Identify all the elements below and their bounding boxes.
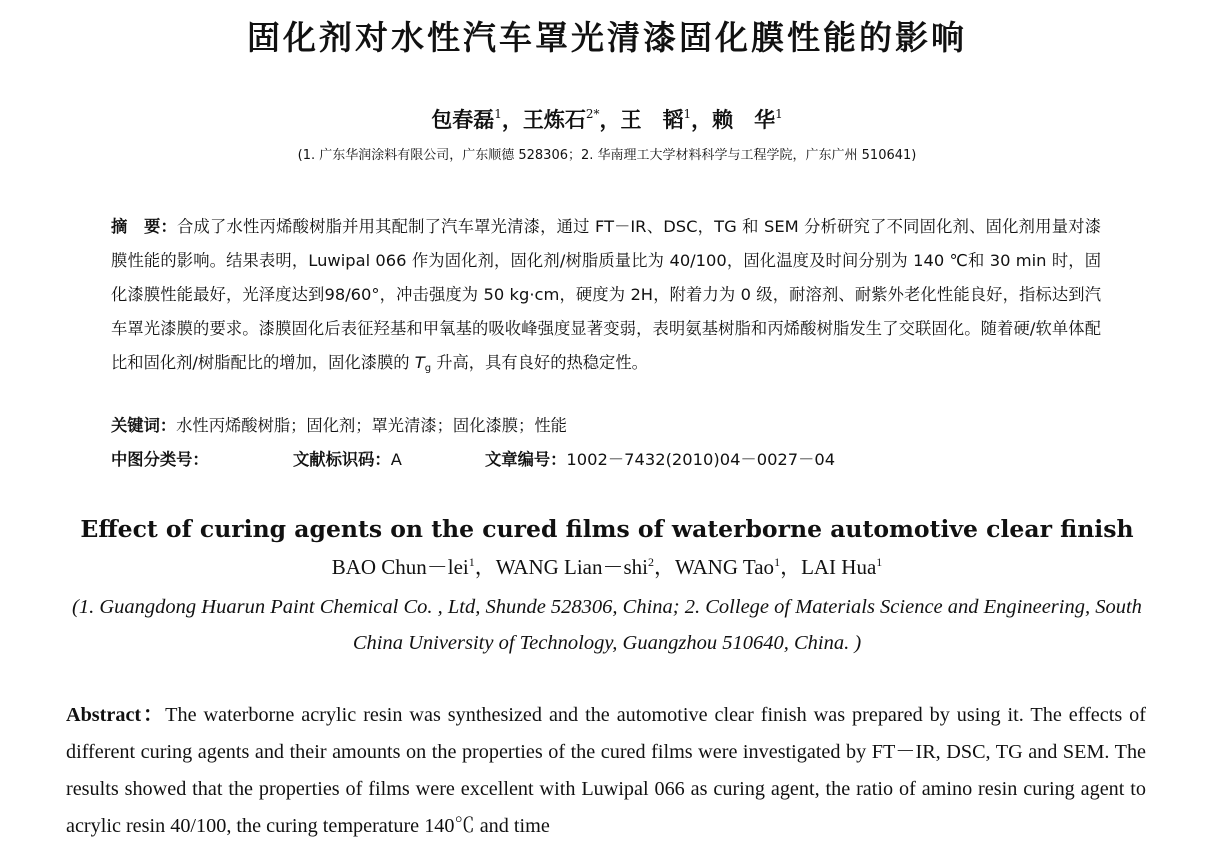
doc-code-label: 文献标识码：: [293, 450, 391, 469]
keywords-label: 关键词：: [111, 416, 177, 435]
author-separator: ，: [691, 107, 713, 132]
english-author-2: WANG Lian－shi: [495, 555, 649, 579]
author-separator: ，: [654, 555, 676, 579]
chinese-author-2-mark: 2*: [585, 107, 600, 121]
author-separator: ，: [780, 555, 802, 579]
tg-symbol: [415, 353, 431, 372]
english-abstract: [66, 697, 1146, 845]
english-author-4-mark: 1: [876, 555, 883, 569]
english-title: Effect of curing agents on the cured films of waterborne automotive clear finish: [80, 515, 1134, 543]
chinese-title: 固化剂对水性汽车罩光清漆固化膜性能的影响: [247, 18, 967, 57]
article-number-label: 文章编号：: [485, 450, 567, 469]
english-author-1-mark: 1: [468, 555, 475, 569]
chinese-affiliations: (1. 广东华润涂料有限公司，广东顺德 528306；2. 华南理工大学材料科学与工程学院，广东广州 510641): [297, 148, 917, 163]
keywords-text: 水性丙烯酸树脂；固化剂；罩光清漆；固化漆膜；性能: [176, 416, 567, 435]
chinese-keywords: [111, 410, 1101, 442]
english-abstract-text: The waterborne acrylic resin was synthesized and the automotive clear finish was prepared by using it. The effects of different curing agents and their amounts on the properties of the cured films were investigated by FT－IR, DSC, TG and SEM. The results showed that the properties of films were excellent with Luwipal 066 as curing agent, the ratio of amino resin curing agent to acrylic resin 40/100, the curing temperature 140℃ and time: [66, 704, 1146, 837]
english-abstract-label: Abstract：: [66, 704, 166, 726]
chinese-abstract-text-2: 升高，具有良好的热稳定性。: [431, 353, 648, 372]
clc-label: 中图分类号：: [111, 450, 209, 469]
chinese-author-3: 王 韬: [620, 107, 684, 132]
chinese-abstract: [111, 210, 1101, 380]
english-author-1: BAO Chun－lei: [331, 555, 469, 579]
doc-code-value: A: [390, 450, 402, 469]
chinese-authors: [0, 105, 1214, 135]
english-authors: [0, 551, 1214, 583]
classification-row: [111, 444, 1101, 476]
english-author-3: WANG Tao: [675, 555, 775, 579]
tg-subscript: g: [424, 363, 432, 374]
chinese-abstract-text-1: 合成了水性丙烯酸树脂并用其配制了汽车罩光清漆，通过 FT－IR、DSC，TG 和 SEM 分析研究了不同固化剂、固化剂用量对漆膜性能的影响。结果表明，Luwipal 066 作为固化剂，固化剂/树脂质量比为 40/100，固化温度及时间分别为 140 ℃和 30 min 时，固化漆膜性能最好，光泽度达到98/60°，冲击强度为 50 kg·cm，硬度为 2H，附着力为 0 级，耐溶剂、耐紫外老化性能良好，指标达到汽车罩光漆膜的要求。漆膜固化后表征羟基和甲氧基的吸收峰强度显著变弱，表明氨基树脂和丙烯酸树脂发生了交联固化。随着硬/软单体配比和固化剂/树脂配比的增加，固化漆膜的: [111, 217, 1101, 372]
chinese-author-3-mark: 1: [683, 107, 692, 121]
tg-letter: T: [414, 353, 425, 372]
chinese-author-2: 王炼石: [522, 107, 586, 132]
chinese-author-1: 包春磊: [431, 107, 495, 132]
english-author-2-mark: 2: [648, 555, 655, 569]
article-number: [485, 444, 835, 476]
english-author-3-mark: 1: [774, 555, 781, 569]
author-separator: ，: [474, 555, 496, 579]
english-affiliations: (1. Guangdong Huarun Paint Chemical Co. , Ltd, Shunde 528306, China; 2. College of Materials Science and Engineering, South China University of Technology, Guangzhou 510640, China. ): [72, 596, 1142, 654]
chinese-author-1-mark: 1: [494, 107, 502, 121]
author-separator: ，: [501, 107, 523, 132]
doc-code: [293, 444, 402, 476]
author-separator: ，: [599, 107, 621, 132]
english-author-4: LAI Hua: [801, 555, 877, 579]
chinese-author-4-mark: 1: [775, 107, 783, 121]
chinese-abstract-label: 摘 要：: [111, 217, 178, 236]
chinese-author-4: 赖 华: [712, 107, 776, 132]
article-number-value: 1002－7432(2010)04－0027－04: [566, 450, 836, 469]
